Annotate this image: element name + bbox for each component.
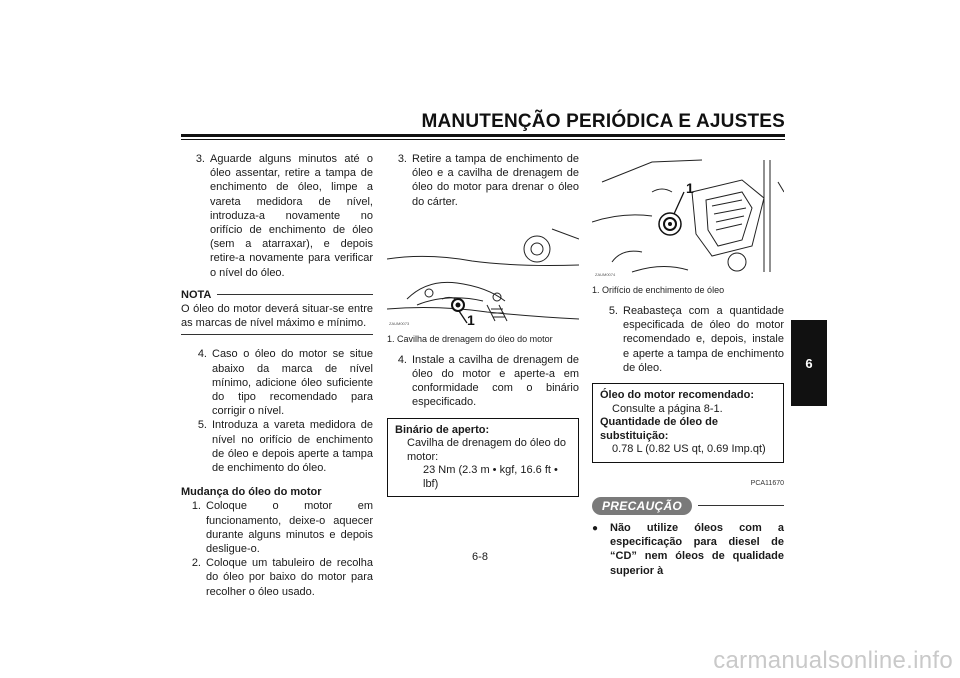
column-right bbox=[592, 152, 784, 578]
spec-item: Cavilha de drenagem do óleo do motor: bbox=[407, 437, 567, 463]
spec-value-quantity: 0.78 L (0.82 US qt, 0.69 Imp.qt) bbox=[612, 443, 766, 456]
step-number: 3. bbox=[397, 153, 407, 165]
chapter-tab[interactable]: 6 bbox=[791, 320, 827, 406]
figure-caption: 1. Orifício de enchimento de óleo bbox=[592, 285, 725, 295]
step-4-add-oil bbox=[187, 347, 373, 418]
title-rule bbox=[181, 134, 785, 137]
step-text: Retire a tampa de enchimento de óleo e a cavilha de drenagem de óleo do motor para drenar o óleo do cárter. bbox=[412, 153, 579, 208]
nota-header bbox=[181, 288, 373, 302]
step-5-refill bbox=[598, 304, 784, 375]
step-number: 5. bbox=[197, 419, 207, 432]
column-middle bbox=[387, 152, 579, 497]
change-step-1 bbox=[181, 499, 373, 556]
step-3-check-level bbox=[181, 152, 373, 280]
caution-rule bbox=[698, 505, 784, 506]
callout-number: 1 bbox=[467, 311, 475, 327]
step-number: 5. bbox=[608, 305, 618, 317]
engine-drawing bbox=[387, 209, 579, 327]
oil-spec-box bbox=[592, 383, 784, 463]
column-left bbox=[181, 152, 373, 599]
step-text: Caso o óleo do motor se situe abaixo da marca de nível mínimo, adicione óleo suficiente do tipo recomendado para corrigir o nível. bbox=[212, 348, 373, 418]
step-number: 3. bbox=[195, 153, 205, 165]
section-title: Mudança do óleo do motor bbox=[181, 486, 322, 499]
figure-code: ZAUM0074 bbox=[595, 272, 616, 277]
step-text: Instale a cavilha de drenagem de óleo do motor e aperte-a em conformidade com o binário especificado. bbox=[412, 353, 579, 409]
step-text: Coloque um tabuleiro de recolha do óleo por baixo do motor para recolher o óleo usado. bbox=[206, 557, 373, 598]
step-text: Introduza a vareta medidora de nível no orifício de enchimento de óleo e depois aperte a tampa de enchimento do óleo. bbox=[212, 419, 373, 475]
step-text: Coloque o motor em funcionamento, deixe-o aquecer durante alguns minutos e depois desligue-o. bbox=[206, 500, 373, 556]
title-rule-thin bbox=[181, 139, 785, 140]
spec-value: 23 Nm (2.3 m • kgf, 16.6 ft • lbf) bbox=[423, 464, 558, 490]
caution-header bbox=[592, 497, 784, 515]
caution-item bbox=[592, 521, 784, 578]
page-number: 6-8 bbox=[472, 551, 488, 563]
spec-label-recommended: Óleo do motor recomendado: bbox=[600, 389, 755, 402]
step-number: 4. bbox=[397, 353, 407, 366]
step-number: 1. bbox=[191, 500, 201, 513]
step-number: 2. bbox=[191, 557, 201, 570]
figure-caption: 1. Cavilha de drenagem do óleo do motor bbox=[387, 333, 553, 344]
engine-drawing bbox=[592, 152, 784, 278]
watermark: carmanualsonline.info bbox=[713, 647, 953, 674]
step-text: Aguarde alguns minutos até o óleo assentar, retire a tampa de enchimento de óleo, limpe a vareta medidora de nível, introduza-a novamente no orifício de enchimento de óleo (sem a atarraxar), e depois retire-a novamente para verificar o nível do óleo. bbox=[210, 153, 373, 279]
spec-value-recommended: Consulte a página 8-1. bbox=[612, 402, 723, 415]
nota-end-rule bbox=[181, 334, 373, 335]
step-4-install-bolt bbox=[387, 353, 579, 410]
nota-rule bbox=[217, 294, 373, 295]
torque-spec-box bbox=[387, 418, 579, 498]
step-number: 4. bbox=[197, 348, 207, 361]
figure-code: ZAUM0073 bbox=[389, 320, 410, 326]
caution-badge: PRECAUÇÃO bbox=[592, 497, 692, 515]
drain-bolt-illustration bbox=[387, 209, 579, 327]
step-5-insert-dipstick bbox=[187, 418, 373, 475]
step-3-drain-oil bbox=[387, 152, 579, 209]
page-title: MANUTENÇÃO PERIÓDICA E AJUSTES bbox=[421, 111, 785, 132]
change-step-2 bbox=[181, 556, 373, 599]
step-text: Reabasteça com a quantidade especificada de óleo do motor recomendado e, depois, instale e aperte a tampa de enchimento de óleo. bbox=[623, 305, 784, 374]
nota-text: O óleo do motor deverá situar-se entre as marcas de nível máximo e mínimo. bbox=[181, 303, 373, 330]
bullet-icon: ● bbox=[592, 522, 599, 534]
caution-text: Não utilize óleos com a especificação para diesel de “CD” nem óleos de qualidade superior à bbox=[610, 521, 784, 577]
reference-code: PCA11670 bbox=[750, 479, 784, 487]
spec-label: Binário de aperto: bbox=[395, 423, 490, 436]
callout-number: 1 bbox=[686, 180, 694, 196]
nota-label: NOTA bbox=[181, 288, 212, 301]
filler-hole-illustration bbox=[592, 152, 784, 278]
spec-label-quantity: Quantidade de óleo de substituição: bbox=[600, 416, 718, 442]
